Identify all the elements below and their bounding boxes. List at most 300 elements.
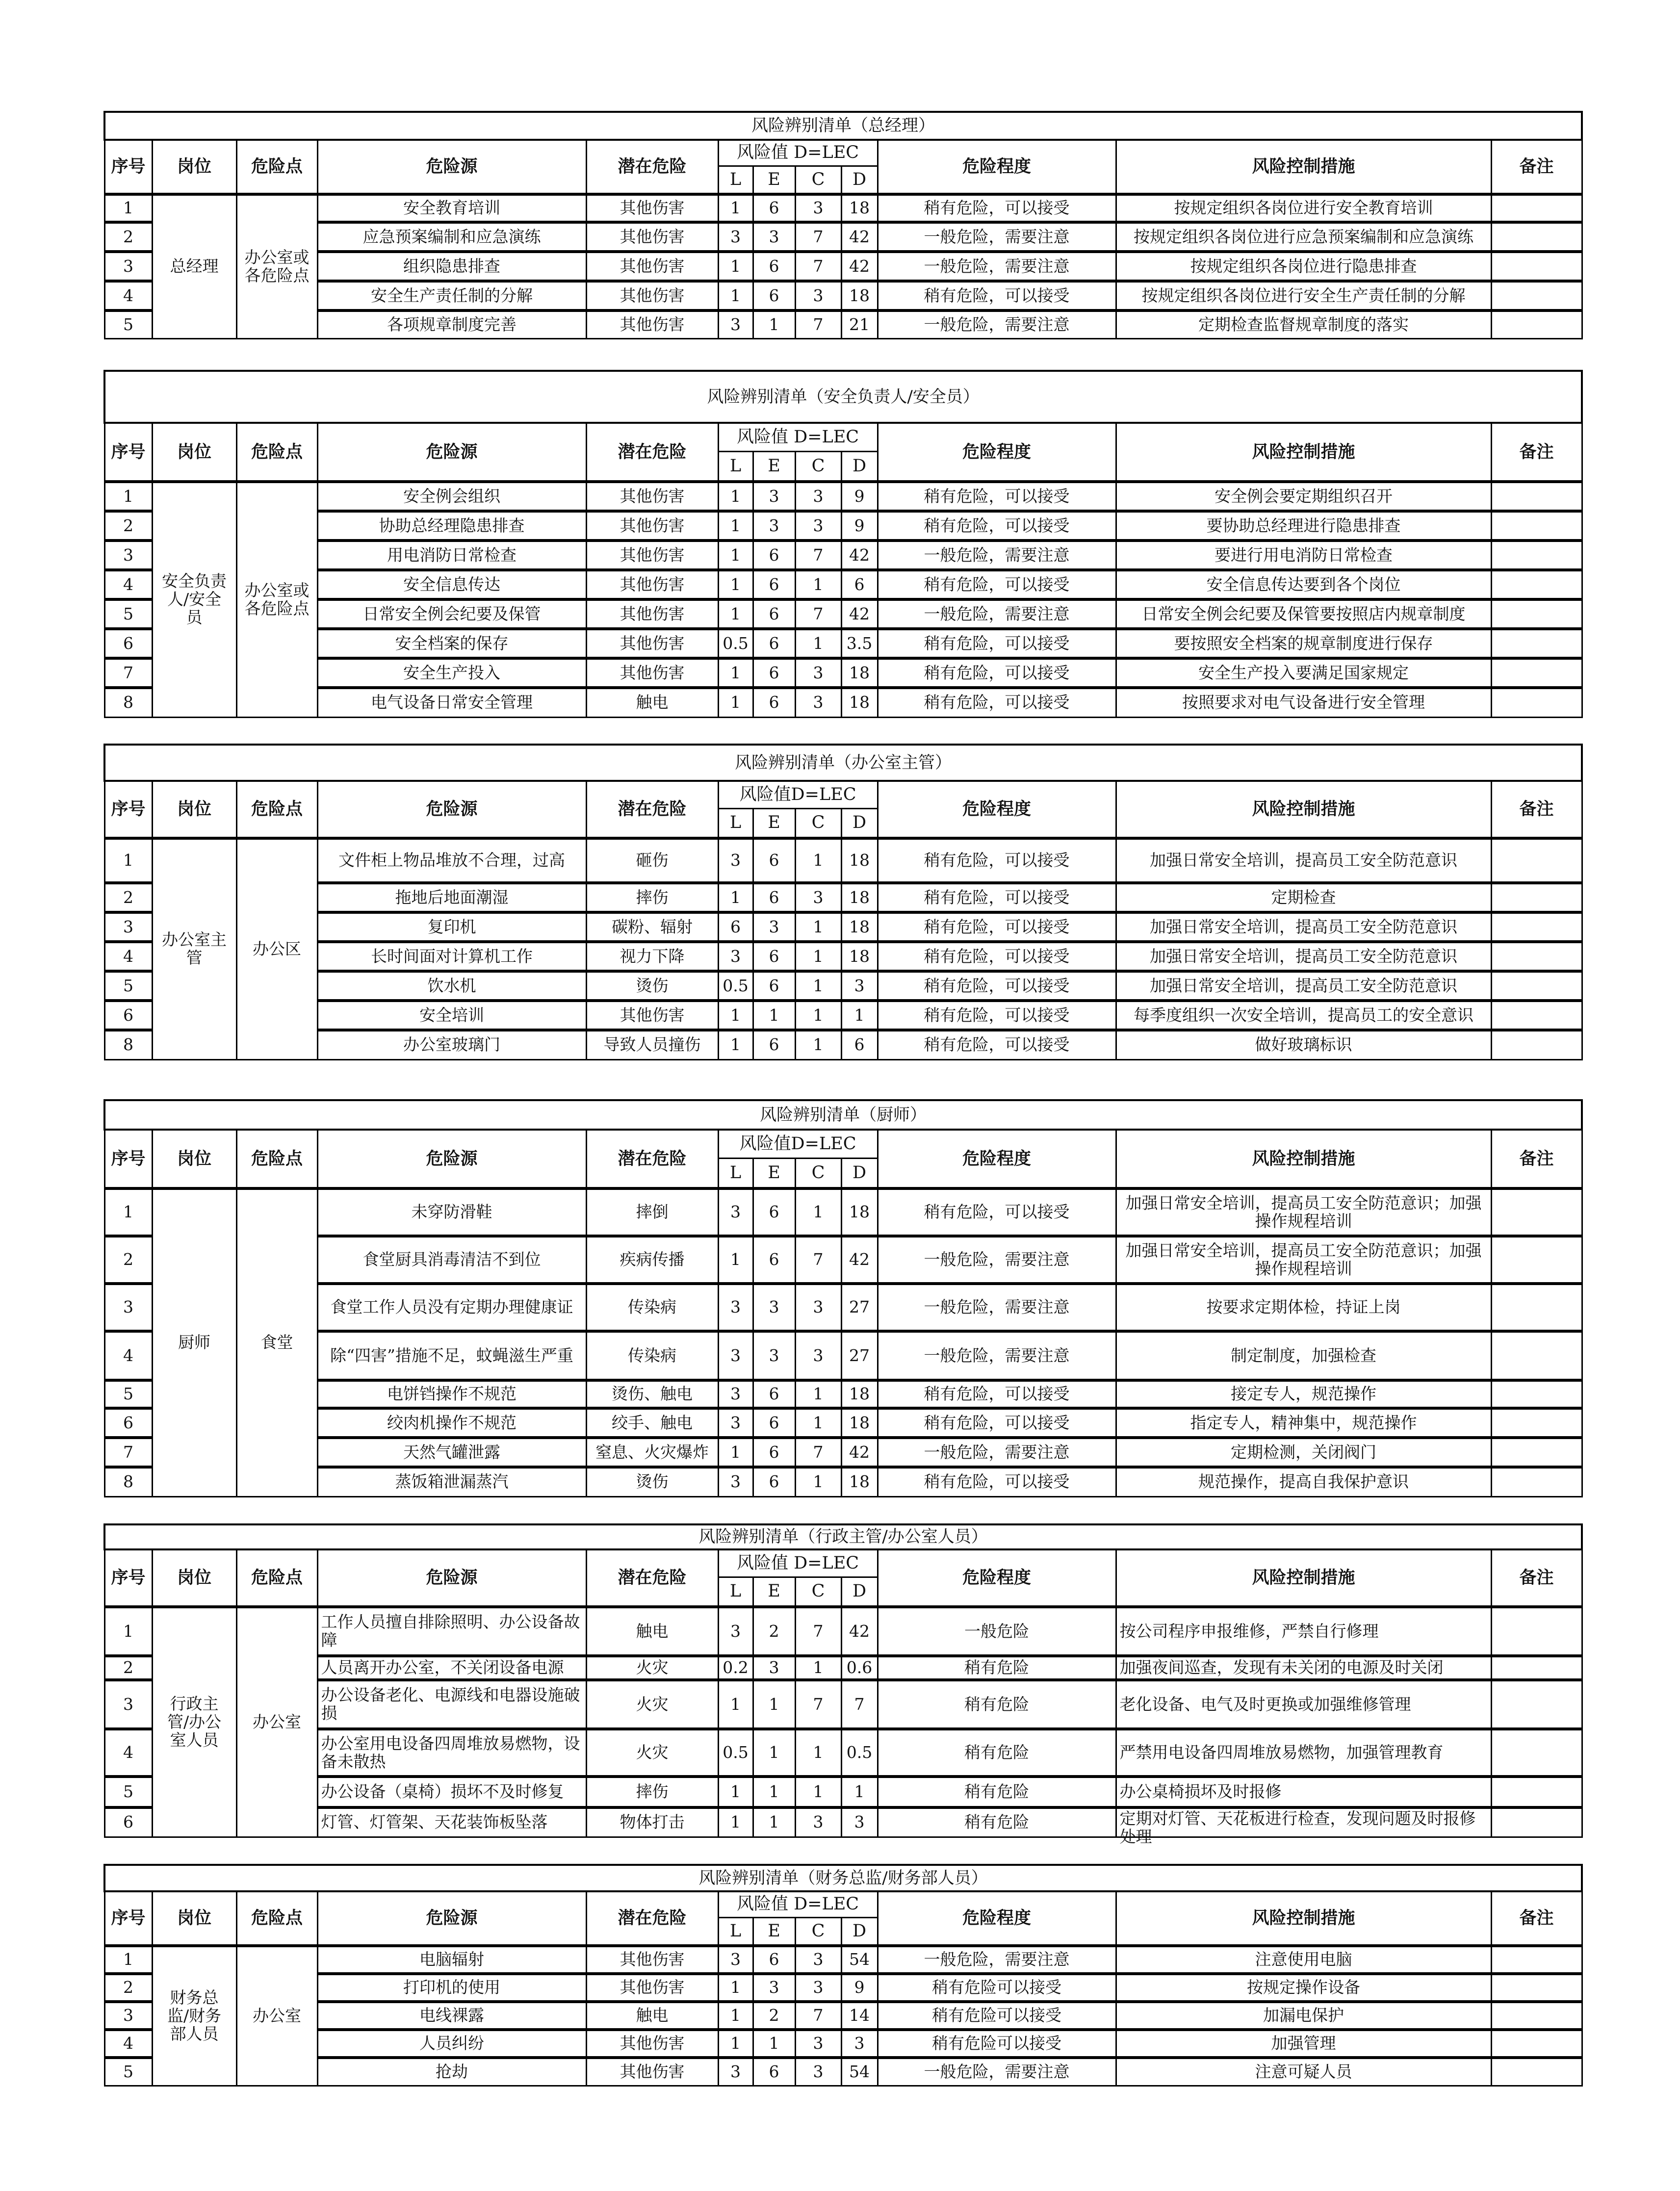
header-potential-hazard: 潜在危险 <box>586 1130 718 1188</box>
row-hazard-source-text: 安全信息传达 <box>403 574 500 594</box>
table-row <box>104 194 1582 222</box>
row-potential-hazard-text: 火灾 <box>636 1743 669 1762</box>
row-hazard-source <box>317 1380 586 1408</box>
row-seq <box>104 1030 152 1059</box>
row-control-measure-text: 加漏电保护 <box>1263 2006 1344 2025</box>
row-l-value-text: 3 <box>730 1202 741 1222</box>
row-control-measure-text: 每季度组织一次安全培训，提高员工的安全意识 <box>1134 1005 1473 1025</box>
row-remark <box>1491 912 1582 942</box>
row-l-value <box>718 1467 753 1496</box>
row-d-value <box>841 1656 878 1680</box>
row-e-value <box>753 1807 795 1837</box>
row-seq <box>104 194 152 222</box>
row-e-value <box>753 2058 795 2086</box>
row-risk-level <box>878 942 1116 971</box>
risk-table <box>103 744 1583 1060</box>
row-l-value <box>718 222 753 252</box>
row-hazard-source-text: 绞肉机操作不规范 <box>387 1413 517 1432</box>
row-hazard-source <box>317 570 586 599</box>
row-d-value-text: 3 <box>854 1812 865 1832</box>
table-row <box>104 482 1582 511</box>
row-potential-hazard-text: 传染病 <box>628 1297 676 1317</box>
row-seq-text: 3 <box>123 1694 133 1714</box>
row-e-value <box>753 1438 795 1467</box>
row-potential-hazard <box>586 482 718 511</box>
row-l-value-text: 3 <box>730 227 741 246</box>
row-seq <box>104 883 152 912</box>
row-l-value <box>718 629 753 658</box>
header-remark: 备注 <box>1491 140 1582 194</box>
risk-table-section <box>103 1099 1581 1497</box>
row-e-value-text: 6 <box>769 604 779 623</box>
table-title-row <box>104 1865 1582 1891</box>
row-e-value-text: 6 <box>769 1202 779 1222</box>
row-control-measure <box>1116 1331 1491 1380</box>
row-d-value-text: 18 <box>849 1202 870 1222</box>
row-l-value-text: 1 <box>730 1978 741 1997</box>
row-c-value-text: 1 <box>813 1743 824 1762</box>
row-c-value <box>795 1777 841 1807</box>
table-row <box>104 1236 1582 1284</box>
row-d-value <box>841 1284 878 1331</box>
row-hazard-source-text: 抢劫 <box>436 2062 468 2081</box>
header-l-factor: L <box>718 1158 753 1188</box>
row-d-value <box>841 511 878 541</box>
row-d-value-text: 9 <box>854 516 865 535</box>
table-row <box>104 1188 1582 1236</box>
row-e-value <box>753 511 795 541</box>
row-risk-level-text: 稍有危险，可以接受 <box>924 285 1070 305</box>
header-c-factor: C <box>795 808 841 838</box>
row-d-value-text: 18 <box>849 887 870 907</box>
row-seq-text: 6 <box>123 1413 133 1432</box>
row-risk-level-text: 稍有危险，可以接受 <box>924 633 1070 653</box>
table-row <box>104 658 1582 688</box>
row-control-measure <box>1116 658 1491 688</box>
row-risk-level <box>878 1974 1116 2002</box>
header-c-factor: C <box>795 1917 841 1946</box>
row-control-measure <box>1116 1656 1491 1680</box>
row-seq-text: 2 <box>123 516 133 535</box>
row-risk-level-text: 稍有危险 <box>964 1658 1029 1677</box>
row-e-value <box>753 222 795 252</box>
row-c-value-text: 3 <box>813 1345 824 1365</box>
header-potential-hazard: 潜在危险 <box>586 423 718 482</box>
row-risk-level <box>878 310 1116 338</box>
row-potential-hazard-text: 烫伤 <box>636 1472 669 1492</box>
row-remark <box>1491 511 1582 541</box>
row-seq <box>104 1777 152 1807</box>
row-d-value <box>841 541 878 570</box>
row-e-value <box>753 1188 795 1236</box>
row-c-value <box>795 1284 841 1331</box>
row-risk-level-text: 稍有危险 <box>964 1743 1029 1762</box>
row-seq-text: 6 <box>123 1812 133 1832</box>
row-c-value <box>795 658 841 688</box>
row-hazard-source <box>317 252 586 281</box>
row-c-value <box>795 1467 841 1496</box>
row-hazard-source <box>317 1236 586 1284</box>
row-control-measure-text: 定期检测，关闭阀门 <box>1231 1442 1376 1462</box>
row-hazard-source-text: 工作人员擅自排除照明、办公设备故障 <box>321 1612 580 1650</box>
row-seq <box>104 1001 152 1030</box>
row-e-value <box>753 541 795 570</box>
row-seq <box>104 1188 152 1236</box>
header-seq: 序号 <box>104 1891 152 1946</box>
header-d-factor: D <box>841 451 878 482</box>
row-seq-text: 4 <box>123 285 133 305</box>
row-remark <box>1491 1777 1582 1807</box>
row-e-value <box>753 1001 795 1030</box>
row-hazard-source-text: 电气设备日常安全管理 <box>371 693 533 712</box>
row-d-value-text: 54 <box>849 2062 870 2081</box>
row-control-measure <box>1116 222 1491 252</box>
row-seq <box>104 222 152 252</box>
row-d-value-text: 42 <box>849 227 870 246</box>
risk-table-section <box>103 1864 1581 2087</box>
row-hazard-source-text: 各项规章制度完善 <box>387 314 517 334</box>
row-control-measure-text: 安全信息传达要到各个岗位 <box>1206 574 1401 594</box>
row-risk-level-text: 稍有危险，可以接受 <box>924 1035 1070 1055</box>
risk-table <box>103 370 1583 718</box>
row-risk-level <box>878 2002 1116 2030</box>
row-post: 安全负责人/安全员 <box>152 482 236 717</box>
row-c-value <box>795 541 841 570</box>
row-d-value <box>841 281 878 310</box>
row-risk-level-text: 稍有危险 <box>964 1694 1029 1714</box>
row-c-value-text: 3 <box>813 1297 824 1317</box>
row-potential-hazard-text: 其他伤害 <box>620 633 685 653</box>
row-control-measure-text: 定期对灯管、天花板进行检查，发现问题及时报修处理 <box>1119 1808 1476 1846</box>
row-seq-text: 1 <box>123 1202 133 1222</box>
table-row <box>104 222 1582 252</box>
row-risk-level-text: 稍有危险，可以接受 <box>924 663 1070 682</box>
row-d-value <box>841 658 878 688</box>
row-e-value-text: 3 <box>769 1658 779 1677</box>
row-risk-level <box>878 1408 1116 1438</box>
row-risk-level <box>878 1438 1116 1467</box>
row-e-value <box>753 942 795 971</box>
row-e-value <box>753 1607 795 1656</box>
row-c-value-text: 3 <box>813 693 824 712</box>
row-l-value <box>718 1946 753 1974</box>
header-control-measures: 风险控制措施 <box>1116 140 1491 194</box>
header-row <box>104 423 1582 451</box>
header-e-factor: E <box>753 808 795 838</box>
row-hazard-source <box>317 1777 586 1807</box>
row-risk-level <box>878 1729 1116 1777</box>
row-d-value-text: 0.6 <box>846 1658 873 1677</box>
row-risk-level <box>878 1188 1116 1236</box>
row-c-value <box>795 1656 841 1680</box>
row-remark <box>1491 1236 1582 1284</box>
row-remark <box>1491 1807 1582 1837</box>
row-seq <box>104 570 152 599</box>
row-e-value <box>753 1729 795 1777</box>
row-l-value-text: 1 <box>730 1035 741 1055</box>
row-l-value-text: 1 <box>730 1442 741 1462</box>
row-seq-text: 3 <box>123 917 133 936</box>
row-seq <box>104 1680 152 1729</box>
row-potential-hazard <box>586 281 718 310</box>
row-e-value-text: 6 <box>769 1250 779 1269</box>
row-seq-text: 4 <box>123 2034 133 2053</box>
row-control-measure-text: 日常安全例会纪要及保管要按照店内规章制度 <box>1141 604 1466 623</box>
row-risk-level-text: 稍有危险可以接受 <box>932 2034 1061 2053</box>
row-remark <box>1491 252 1582 281</box>
row-risk-level-text: 稍有危险，可以接受 <box>924 1384 1070 1404</box>
row-l-value-text: 1 <box>730 1005 741 1025</box>
row-c-value-text: 1 <box>813 1005 824 1025</box>
row-potential-hazard <box>586 1974 718 2002</box>
row-d-value <box>841 1030 878 1059</box>
row-potential-hazard <box>586 1729 718 1777</box>
row-seq-text: 2 <box>123 887 133 907</box>
row-risk-level-text: 稍有危险，可以接受 <box>924 1005 1070 1025</box>
row-c-value-text: 1 <box>813 1384 824 1404</box>
row-seq <box>104 2002 152 2030</box>
row-e-value-text: 6 <box>769 1384 779 1404</box>
row-l-value-text: 0.5 <box>723 1743 749 1762</box>
table-row <box>104 1408 1582 1438</box>
row-d-value-text: 42 <box>849 545 870 565</box>
row-risk-level-text: 稍有危险，可以接受 <box>924 887 1070 907</box>
row-d-value <box>841 1680 878 1729</box>
row-potential-hazard-text: 其他伤害 <box>620 285 685 305</box>
table-row <box>104 971 1582 1001</box>
row-l-value <box>718 1607 753 1656</box>
row-l-value-text: 0.5 <box>723 976 749 995</box>
row-c-value-text: 1 <box>813 1413 824 1432</box>
row-hazard-source <box>317 1331 586 1380</box>
row-hazard-source-text: 安全例会组织 <box>403 486 500 506</box>
row-hazard-source <box>317 883 586 912</box>
row-d-value-text: 18 <box>849 851 870 870</box>
header-row <box>104 140 1582 166</box>
row-l-value <box>718 912 753 942</box>
row-l-value <box>718 2030 753 2058</box>
row-control-measure <box>1116 1607 1491 1656</box>
row-e-value <box>753 2030 795 2058</box>
row-d-value-text: 9 <box>854 486 865 506</box>
row-risk-level <box>878 1030 1116 1059</box>
row-risk-level <box>878 1807 1116 1837</box>
table-title-row <box>104 112 1582 140</box>
row-remark <box>1491 1656 1582 1680</box>
row-c-value <box>795 1236 841 1284</box>
row-risk-level <box>878 482 1116 511</box>
row-c-value-text: 3 <box>813 2034 824 2053</box>
table-row <box>104 2030 1582 2058</box>
row-d-value <box>841 2058 878 2086</box>
row-d-value-text: 42 <box>849 1621 870 1641</box>
row-potential-hazard-text: 物体打击 <box>620 1812 685 1832</box>
row-e-value <box>753 1946 795 1974</box>
row-e-value <box>753 281 795 310</box>
row-c-value-text: 1 <box>813 946 824 966</box>
row-risk-level-text: 一般危险，需要注意 <box>924 1442 1070 1462</box>
table-row <box>104 1777 1582 1807</box>
row-c-value <box>795 1680 841 1729</box>
row-e-value-text: 3 <box>769 1978 779 1997</box>
row-control-measure-text: 要进行用电消防日常检查 <box>1215 545 1393 565</box>
row-remark <box>1491 2030 1582 2058</box>
row-risk-level-text: 一般危险，需要注意 <box>924 1297 1070 1317</box>
row-d-value-text: 42 <box>849 1442 870 1462</box>
row-risk-level <box>878 222 1116 252</box>
row-control-measure-text: 按规定组织各岗位进行隐患排查 <box>1190 256 1417 276</box>
row-hazard-source <box>317 2058 586 2086</box>
row-e-value <box>753 310 795 338</box>
row-hazard-source-text: 应急预案编制和应急演练 <box>362 227 541 246</box>
row-hazard-source <box>317 541 586 570</box>
row-control-measure-text: 按规定组织各岗位进行应急预案编制和应急演练 <box>1134 227 1473 246</box>
row-potential-hazard <box>586 1467 718 1496</box>
row-e-value-text: 6 <box>769 663 779 682</box>
row-potential-hazard-text: 砸伤 <box>636 851 669 870</box>
header-hazard-point: 危险点 <box>236 781 317 838</box>
row-hazard-source <box>317 1467 586 1496</box>
row-risk-level <box>878 1656 1116 1680</box>
row-d-value <box>841 252 878 281</box>
row-e-value <box>753 1331 795 1380</box>
header-e-factor: E <box>753 1158 795 1188</box>
row-e-value <box>753 570 795 599</box>
row-potential-hazard <box>586 1380 718 1408</box>
row-hazard-source-text: 人员纠纷 <box>419 2034 484 2053</box>
row-potential-hazard <box>586 658 718 688</box>
row-d-value-text: 18 <box>849 946 870 966</box>
row-l-value <box>718 1438 753 1467</box>
row-seq <box>104 1284 152 1331</box>
row-control-measure-text: 加强日常安全培训，提高员工安全防范意识 <box>1150 917 1457 936</box>
row-post: 厨师 <box>152 1188 236 1496</box>
row-risk-level-text: 稍有危险，可以接受 <box>924 1413 1070 1432</box>
row-c-value <box>795 1380 841 1408</box>
row-e-value <box>753 1467 795 1496</box>
row-seq <box>104 2030 152 2058</box>
row-hazard-source <box>317 482 586 511</box>
row-risk-level <box>878 1236 1116 1284</box>
row-seq <box>104 658 152 688</box>
row-hazard-source-text: 安全档案的保存 <box>395 633 509 653</box>
row-e-value-text: 3 <box>769 227 779 246</box>
row-l-value <box>718 252 753 281</box>
row-control-measure <box>1116 1030 1491 1059</box>
row-hazard-source <box>317 971 586 1001</box>
row-control-measure-text: 加强日常安全培训，提高员工安全防范意识；加强操作规程培训 <box>1125 1193 1482 1231</box>
row-d-value-text: 18 <box>849 663 870 682</box>
row-c-value-text: 3 <box>813 1978 824 1997</box>
table-row <box>104 541 1582 570</box>
row-potential-hazard-text: 视力下降 <box>620 946 685 966</box>
row-hazard-source <box>317 688 586 717</box>
row-c-value <box>795 1030 841 1059</box>
row-c-value <box>795 1188 841 1236</box>
row-control-measure-text: 规范操作，提高自我保护意识 <box>1198 1472 1409 1492</box>
row-hazard-source-text: 安全培训 <box>419 1005 484 1025</box>
row-post: 行政主管/办公室人员 <box>152 1607 236 1837</box>
header-remark: 备注 <box>1491 1549 1582 1607</box>
header-row <box>104 1130 1582 1158</box>
header-c-factor: C <box>795 166 841 194</box>
row-risk-level <box>878 1331 1116 1380</box>
row-l-value <box>718 1030 753 1059</box>
row-l-value-text: 1 <box>730 2006 741 2025</box>
row-l-value <box>718 570 753 599</box>
row-l-value <box>718 1656 753 1680</box>
row-potential-hazard <box>586 629 718 658</box>
row-risk-level <box>878 971 1116 1001</box>
row-control-measure <box>1116 1729 1491 1777</box>
header-control-measures: 风险控制措施 <box>1116 1130 1491 1188</box>
row-potential-hazard-text: 烫伤 <box>636 976 669 995</box>
row-e-value-text: 1 <box>769 2034 779 2053</box>
header-l-factor: L <box>718 166 753 194</box>
row-remark <box>1491 838 1582 883</box>
row-c-value-text: 1 <box>813 976 824 995</box>
row-l-value-text: 1 <box>730 2034 741 2053</box>
row-remark <box>1491 281 1582 310</box>
row-risk-level <box>878 252 1116 281</box>
row-l-value-text: 3 <box>730 1950 741 1969</box>
row-remark <box>1491 688 1582 717</box>
row-remark <box>1491 942 1582 971</box>
table-title-row <box>104 1100 1582 1130</box>
row-control-measure <box>1116 1380 1491 1408</box>
row-l-value-text: 3 <box>730 1345 741 1365</box>
row-control-measure <box>1116 194 1491 222</box>
row-l-value <box>718 511 753 541</box>
row-control-measure-text: 安全生产投入要满足国家规定 <box>1198 663 1409 682</box>
row-seq <box>104 1807 152 1837</box>
row-l-value-text: 3 <box>730 314 741 334</box>
row-d-value <box>841 194 878 222</box>
row-hazard-source-text: 打印机的使用 <box>403 1978 500 1997</box>
row-potential-hazard <box>586 1680 718 1729</box>
row-risk-level-text: 稍有危险，可以接受 <box>924 693 1070 712</box>
row-control-measure <box>1116 310 1491 338</box>
row-control-measure-text: 加强管理 <box>1271 2034 1336 2053</box>
row-e-value-text: 6 <box>769 1442 779 1462</box>
row-seq-text: 5 <box>123 1782 133 1802</box>
row-risk-level <box>878 1467 1116 1496</box>
row-d-value-text: 18 <box>849 1472 870 1492</box>
row-l-value <box>718 1729 753 1777</box>
row-potential-hazard-text: 摔倒 <box>636 1202 669 1222</box>
row-seq-text: 4 <box>123 574 133 594</box>
row-l-value <box>718 599 753 629</box>
row-risk-level <box>878 2058 1116 2086</box>
row-d-value-text: 6 <box>854 574 865 594</box>
row-hazard-source <box>317 511 586 541</box>
row-seq-text: 3 <box>123 1297 133 1317</box>
table-row <box>104 599 1582 629</box>
header-risk-level: 危险程度 <box>878 1549 1116 1607</box>
row-potential-hazard-text: 其他伤害 <box>620 256 685 276</box>
row-l-value-text: 3 <box>730 851 741 870</box>
table-row <box>104 1467 1582 1496</box>
row-l-value-text: 3 <box>730 2062 741 2081</box>
row-l-value <box>718 281 753 310</box>
row-remark <box>1491 570 1582 599</box>
table-row <box>104 1331 1582 1380</box>
row-potential-hazard-text: 摔伤 <box>636 887 669 907</box>
row-risk-level <box>878 883 1116 912</box>
row-c-value <box>795 883 841 912</box>
row-l-value <box>718 1188 753 1236</box>
row-d-value <box>841 1946 878 1974</box>
